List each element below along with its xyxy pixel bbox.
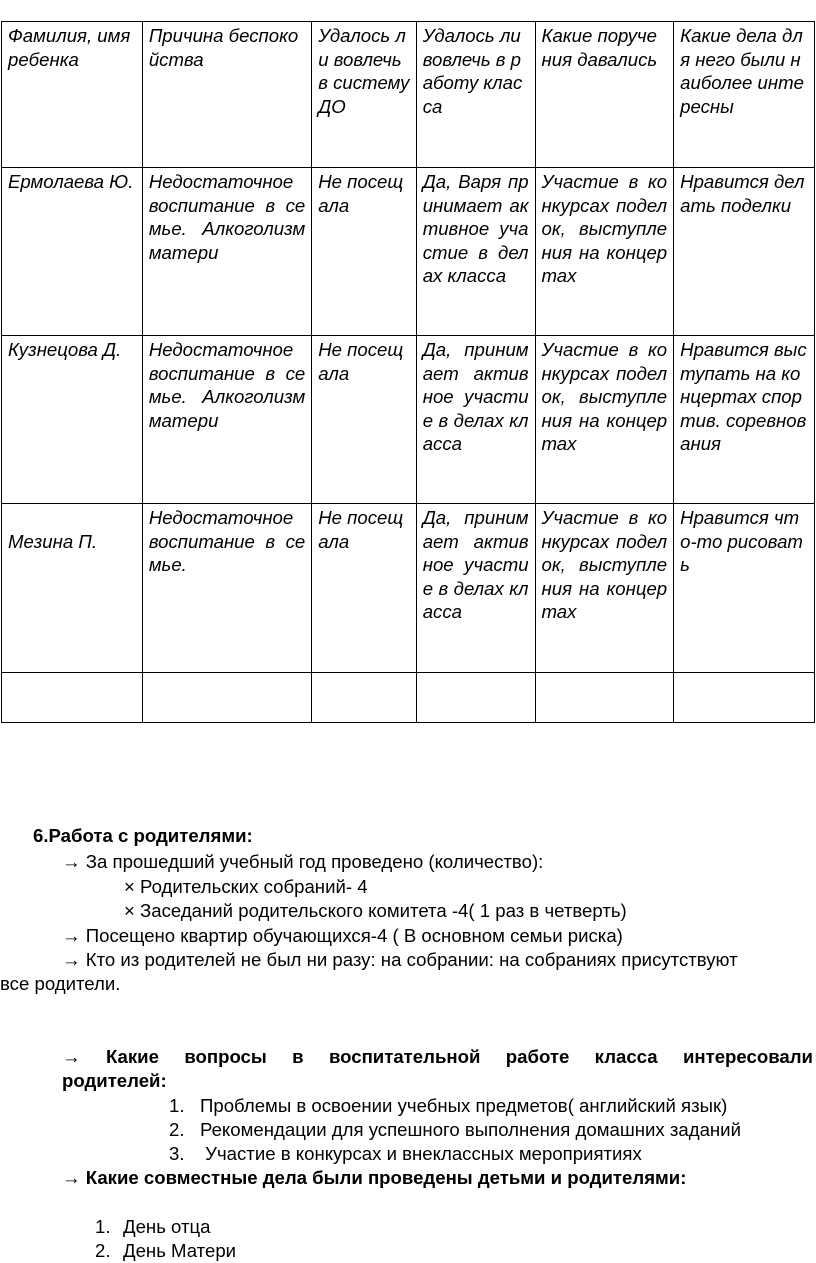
table-cell	[674, 673, 815, 723]
list-item-text: Проблемы в освоении учебных предметов( английский язык)	[200, 1095, 728, 1116]
table-cell: Недостаточное воспитание в семье.	[142, 504, 311, 673]
table-cell: Участие в конкурсах поделок, выступления на концертах	[535, 504, 674, 673]
table-row	[2, 504, 815, 673]
list-number: 1.	[95, 1216, 111, 1237]
heading-word: воспитательной	[328, 1046, 481, 1067]
header-cell: Фамилия, имя ребенка	[2, 22, 143, 168]
table-cell-text: Мезина П.	[8, 531, 97, 552]
list-number: 2.	[169, 1119, 185, 1140]
table-cell	[2, 673, 143, 723]
header-cell: Причина беспокойства	[142, 22, 311, 168]
table-cell: Недостаточное воспитание в семье. Алкоголизм матери	[142, 168, 311, 336]
list-number: 1.	[169, 1095, 185, 1116]
table-cell	[142, 673, 311, 723]
list-item-text: Участие в конкурсах и внеклассных мероприятиях	[200, 1143, 642, 1164]
table-cell: Да, принимает активное участие в делах класса	[416, 336, 535, 504]
list-number: 2.	[95, 1240, 111, 1261]
table-cell: Участие в конкурсах поделок, выступления на концертах	[535, 336, 674, 504]
heading-word: работе	[505, 1046, 570, 1067]
home-visits: → Посещено квартир обучающихся-4 ( В основном семьи риска)	[62, 925, 623, 946]
header-cell: Удалось ли вовлечь в работу класса	[416, 22, 535, 168]
heading-word: в	[292, 1046, 304, 1067]
table-cell: Нравится делать поделки	[674, 168, 815, 336]
table-row-empty	[2, 673, 815, 723]
table-cell	[416, 673, 535, 723]
list-item-text: Рекомендации для успешного выполнения домашних заданий	[200, 1119, 741, 1140]
table-cell: Не посещала	[312, 168, 417, 336]
list-item	[169, 1094, 727, 1118]
table-cell	[312, 673, 417, 723]
list-number: 3.	[169, 1143, 185, 1164]
list-item	[95, 1215, 211, 1239]
questions-heading-cont: родителей:	[62, 1070, 167, 1091]
heading-word: вопросы	[184, 1046, 267, 1067]
header-cell: Удалось ли вовлечь в систему ДО	[312, 22, 417, 168]
table-cell: Нравится выступать на концертах спортив. соревнования	[674, 336, 815, 504]
held-intro: → За прошедший учебный год проведено (количество):	[62, 851, 544, 872]
committee-count: × Заседаний родительского комитета -4( 1 раз в четверть)	[124, 900, 627, 921]
header-cell: Какие дела для него были наиболее интересны	[674, 22, 815, 168]
heading-word: Какие	[105, 1046, 159, 1067]
heading-word: интересовали	[682, 1046, 813, 1067]
table-cell: Да, принимает активное участие в делах класса	[416, 504, 535, 673]
heading-word: класса	[594, 1046, 658, 1067]
joint-activities-heading: → Какие совместные дела были проведены детьми и родителями:	[62, 1167, 687, 1188]
list-item-text: День Матери	[123, 1240, 237, 1261]
table-cell: Не посещала	[312, 504, 417, 673]
absent-parents-line-cont: все родители.	[0, 973, 121, 994]
meetings-count: × Родительских собраний- 4	[124, 876, 368, 897]
heading-word: →	[62, 1046, 81, 1067]
table-cell: Участие в конкурсах поделок, выступления на концертах	[535, 168, 674, 336]
table-cell: Не посещала	[312, 336, 417, 504]
table-cell: Да, Варя принимает активное участие в делах класса	[416, 168, 535, 336]
table-row	[2, 336, 815, 504]
section-heading: 6.Работа с родителями:	[33, 825, 253, 846]
list-item	[169, 1142, 642, 1166]
table-row	[2, 168, 815, 336]
table-cell: Нравится что-то рисовать	[674, 504, 815, 673]
questions-heading	[62, 1045, 813, 1069]
table-cell	[2, 504, 143, 673]
list-item-text: День отца	[123, 1216, 211, 1237]
children-table	[1, 21, 815, 723]
absent-parents-line: → Кто из родителей не был ни разу: на собрании: на собраниях присутствуют	[62, 949, 738, 970]
table-header-row	[2, 22, 815, 168]
table-cell: Ермолаева Ю.	[2, 168, 143, 336]
table-cell: Кузнецова Д.	[2, 336, 143, 504]
table-cell	[535, 673, 674, 723]
table-cell: Недостаточное воспитание в семье. Алкоголизм матери	[142, 336, 311, 504]
list-item	[169, 1118, 741, 1142]
header-cell: Какие поручения давались	[535, 22, 674, 168]
